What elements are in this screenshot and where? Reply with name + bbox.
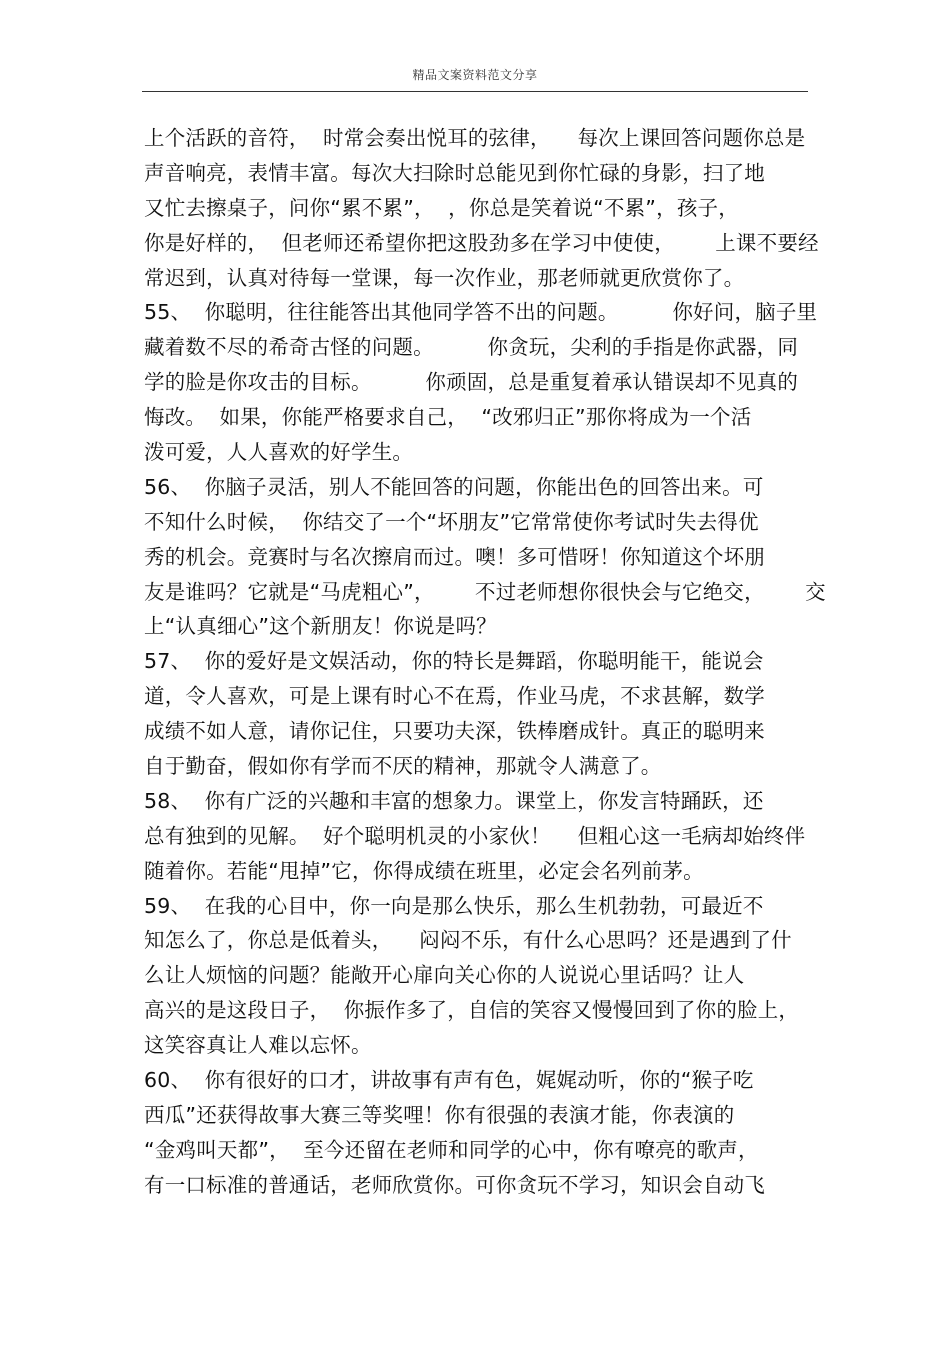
text-line: 高兴的是这段日子， 你振作多了，自信的笑容又慢慢回到了你的脸上， bbox=[144, 998, 800, 1023]
text-line: 泼可爱，人人喜欢的好学生。 bbox=[144, 440, 414, 465]
text-line: 友是谁吗？它就是“马虎粗心”， 不过老师想你很快会与它绝交， 交 bbox=[144, 579, 826, 604]
text-line: 有一口标准的普通话，老师欣赏你。可你贪玩不学习，知识会自动飞 bbox=[144, 1172, 765, 1197]
page-header-title: 精品文案资料范文分享 bbox=[412, 68, 538, 82]
text-line: 又忙去擦桌子，问你“累不累”， ，你总是笑着说“不累”，孩子， bbox=[144, 195, 739, 220]
text-line: 成绩不如人意，请你记住，只要功夫深，铁棒磨成针。真正的聪明来 bbox=[144, 719, 765, 744]
text-line: 知怎么了，你总是低着头， 闷闷不乐，有什么心思吗？还是遇到了什 bbox=[144, 928, 792, 953]
text-line: 上“认真细心”这个新朋友！你说是吗？ bbox=[144, 614, 497, 639]
text-line: 声音响亮，表情丰富。每次大扫除时总能见到你忙碌的身影，扫了地 bbox=[144, 160, 765, 185]
text-line: 这笑容真让人难以忘怀。 bbox=[144, 1033, 372, 1058]
text-line: 西瓜”还获得故事大赛三等奖哩！你有很强的表演才能，你表演的 bbox=[144, 1102, 735, 1127]
header-divider bbox=[142, 91, 808, 92]
text-line: 总有独到的见解。 好个聪明机灵的小家伙！ 但粗心这一毛病却始终伴 bbox=[144, 823, 806, 848]
text-line: “金鸡叫天都”， 至今还留在老师和同学的心中，你有嘹亮的歌声， bbox=[144, 1137, 759, 1162]
text-line: 56、 你脑子灵活，别人不能回答的问题，你能出色的回答出来。可 bbox=[144, 474, 764, 499]
text-line: 不知什么时候， 你结交了一个“坏朋友”它常常使你考试时失去得优 bbox=[144, 509, 759, 534]
text-line: 学的脸是你攻击的目标。 你顽固，总是重复着承认错误却不见真的 bbox=[144, 370, 799, 395]
text-line: 58、 你有广泛的兴趣和丰富的想象力。课堂上，你发言特踊跃，还 bbox=[144, 788, 764, 813]
text-line: 随着你。若能“甩掉”它，你得成绩在班里，必定会名列前茅。 bbox=[144, 858, 704, 883]
text-line: 55、 你聪明，往往能答出其他同学答不出的问题。 你好问，脑子里 bbox=[144, 300, 818, 325]
text-line: 么让人烦恼的问题？能敞开心扉向关心你的人说说心里话吗？让人 bbox=[144, 963, 745, 988]
text-line: 自于勤奋，假如你有学而不厌的精神，那就令人满意了。 bbox=[144, 754, 662, 779]
text-line: 60、 你有很好的口才，讲故事有声有色，娓娓动听，你的“猴子吃 bbox=[144, 1068, 754, 1093]
text-line: 你是好样的， 但老师还希望你把这股劲多在学习中使使， 上课不要经 bbox=[144, 230, 819, 255]
text-line: 上个活跃的音符， 时常会奏出悦耳的弦律， 每次上课回答问题你总是 bbox=[144, 126, 806, 150]
text-line: 秀的机会。竞赛时与名次擦肩而过。噢！多可惜呀！你知道这个坏朋 bbox=[144, 544, 765, 569]
text-line: 57、 你的爱好是文娱活动，你的特长是舞蹈，你聪明能干，能说会 bbox=[144, 649, 764, 674]
text-line: 常迟到，认真对待每一堂课，每一次作业，那老师就更欣赏你了。 bbox=[144, 265, 745, 290]
text-line: 悔改。 如果，你能严格要求自己， “改邪归正”那你将成为一个活 bbox=[144, 405, 752, 430]
text-line: 藏着数不尽的希奇古怪的问题。 你贪玩，尖利的手指是你武器，同 bbox=[144, 335, 799, 360]
text-line: 59、 在我的心目中，你一向是那么快乐，那么生机勃勃，可最近不 bbox=[144, 893, 764, 918]
document-body bbox=[144, 121, 826, 1203]
text-line: 道，令人喜欢，可是上课有时心不在焉，作业马虎，不求甚解，数学 bbox=[144, 684, 765, 709]
